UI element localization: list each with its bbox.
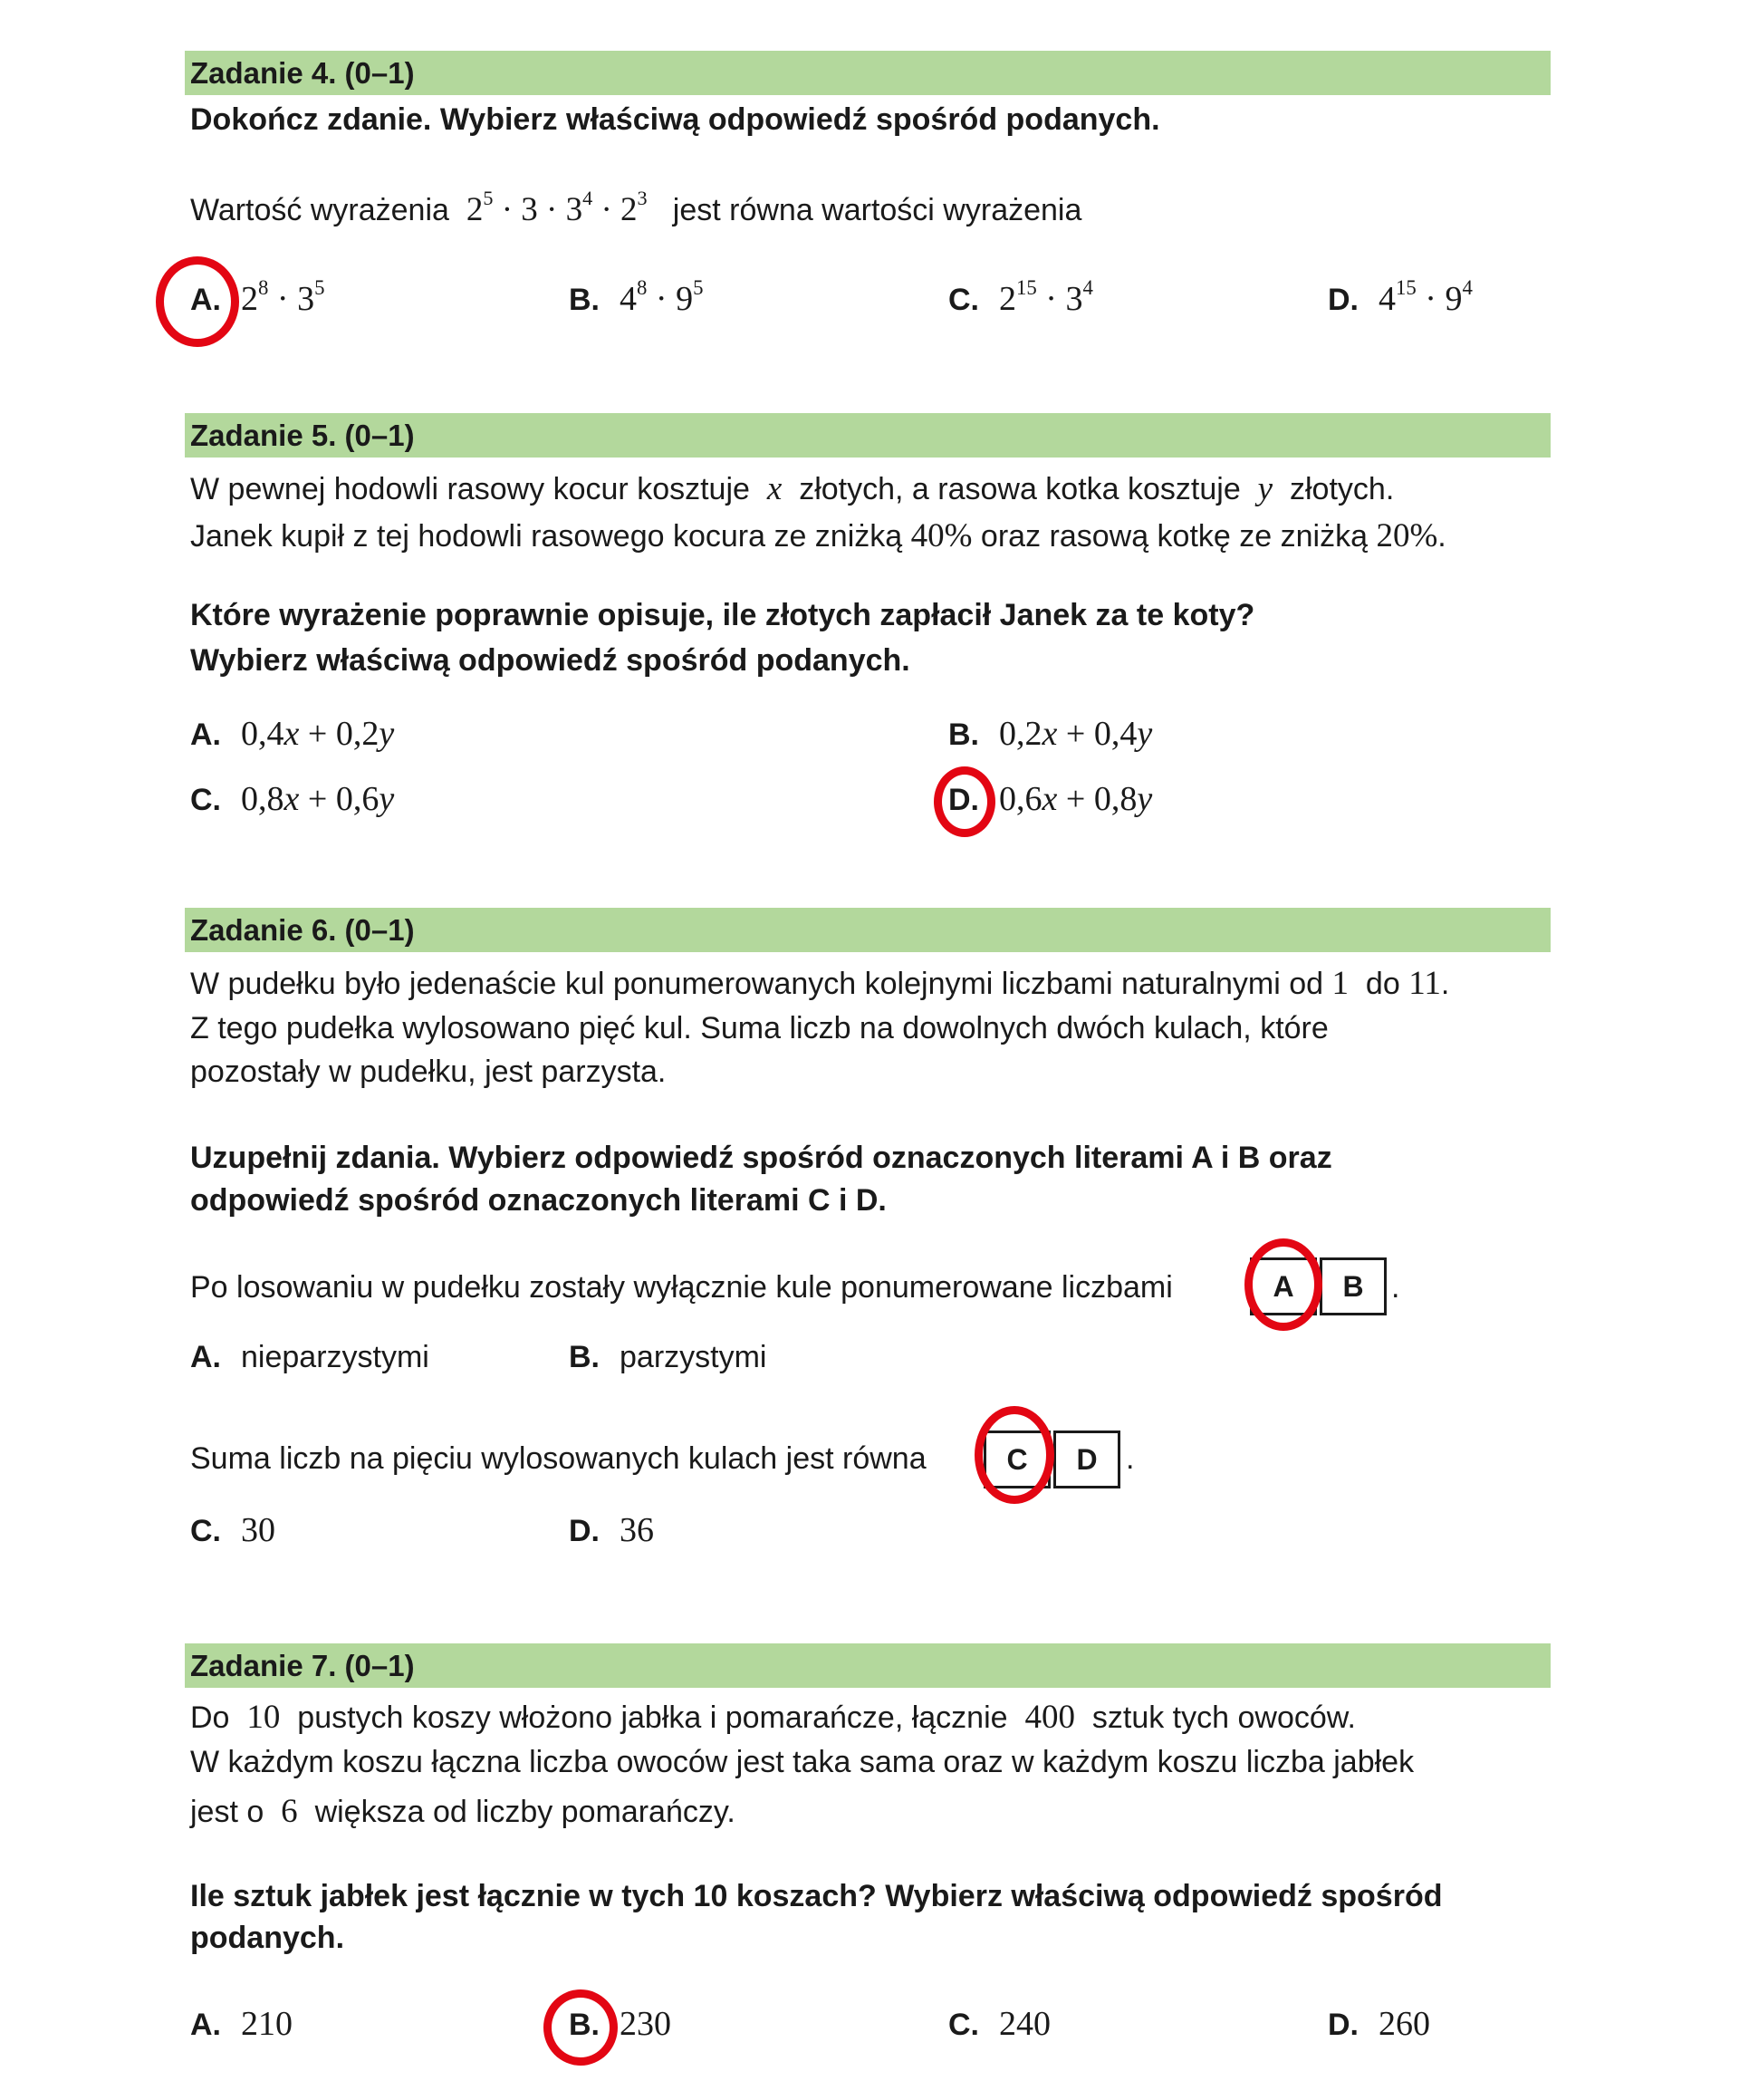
task-6-option-d[interactable]: D. 36 [569,1511,654,1549]
task-6-line-3: pozostały w pudełku, jest parzysta. [190,1055,667,1089]
task-4-stem [190,187,1082,229]
stem-text-pre: Wartość wyrażenia [190,193,449,227]
task-4-option-b[interactable]: B. $4^8 \cdot 9^5$ [569,275,704,318]
task-5-option-d[interactable]: D. 0,6x + 0,8y [948,780,1153,818]
task-5-title: Zadanie 5. (0–1) [190,419,415,452]
task-7-title: Zadanie 7. (0–1) [190,1649,415,1682]
answer-circle-mark [1244,1238,1322,1331]
task-7-line-3: jest o 6 większa od liczby pomarańczy. [190,1793,735,1830]
stem-expression: $2^5 \cdot 3 \cdot 3^4 \cdot 2^3$ [466,187,648,228]
task-7-option-d[interactable]: D. 260 [1328,2005,1430,2043]
answer-circle-mark [934,766,995,837]
task-6-option-b[interactable]: B. parzystymi [569,1340,767,1374]
task-6-sentence-2: Suma liczb na pięciu wylosowanych kulach jest równa [190,1441,927,1476]
choice-box-c[interactable]: C [984,1431,1051,1488]
sentence-2-period: . [1126,1441,1135,1476]
task-6-option-c[interactable]: C. 30 [190,1511,275,1549]
task-5-option-b[interactable]: B. 0,2x + 0,4y [948,715,1153,753]
task-6-line-2: Z tego pudełka wylosowano pięć kul. Suma liczb na dowolnych dwóch kulach, które [190,1011,1329,1045]
task-6-instruction-2: odpowiedź spośród oznaczonych literami C i D. [190,1183,887,1218]
task-7-option-b[interactable]: B. 230 [569,2005,671,2043]
choice-box-b[interactable]: B [1320,1257,1387,1315]
choice-box-d[interactable]: D [1053,1431,1120,1488]
task-5-question: Które wyrażenie poprawnie opisuje, ile złotych zapłacił Janek za te koty? [190,598,1255,632]
stem-text-post: jest równa wartości wyrażenia [672,193,1082,227]
task-7-option-c[interactable]: C. 240 [948,2005,1051,2043]
task-5-line-1: W pewnej hodowli rasowy kocur kosztuje x złotych, a rasowa kotka kosztuje y złotych. [190,470,1395,507]
task-7-option-a[interactable]: A. 210 [190,2005,293,2043]
choice-box-a[interactable]: A [1250,1257,1317,1315]
task-5-option-a[interactable]: A. 0,4x + 0,2y [190,715,395,753]
task-4-instruction: Dokończ zdanie. Wybierz właściwą odpowiedź spośród podanych. [190,102,1160,137]
task-6-instruction-1: Uzupełnij zdania. Wybierz odpowiedź spośród oznaczonych literami A i B oraz [190,1141,1332,1175]
answer-circle-mark [975,1406,1054,1504]
task-4-option-c[interactable]: C. $2^{15} \cdot 3^4$ [948,275,1093,318]
answer-circle-mark [156,256,239,347]
task-7-line-2: W każdym koszu łączna liczba owoców jest taka sama oraz w każdym koszu liczba jabłek [190,1745,1415,1779]
task-6-title: Zadanie 6. (0–1) [190,913,415,947]
task-7-question-2: podanych. [190,1921,345,1955]
task-4-option-a[interactable]: A. $2^8 \cdot 3^5$ [190,275,325,318]
task-5-instruction: Wybierz właściwą odpowiedź spośród podanych. [190,643,910,678]
task-6-sentence-1: Po losowaniu w pudełku zostały wyłącznie kule ponumerowane liczbami [190,1270,1173,1305]
task-5-line-2: Janek kupił z tej hodowli rasowego kocura ze zniżką 40% oraz rasową kotkę ze zniżką 20%. [190,517,1446,554]
task-5-option-c[interactable]: C. 0,8x + 0,6y [190,780,395,818]
sentence-1-period: . [1391,1270,1400,1305]
task-4-option-d[interactable]: D. $4^{15} \cdot 9^4$ [1328,275,1473,318]
task-7-question-1: Ile sztuk jabłek jest łącznie w tych 10 koszach? Wybierz właściwą odpowiedź spośród [190,1879,1443,1913]
task-6-line-1: W pudełku było jedenaście kul ponumerowanych kolejnymi liczbami naturalnymi od 1 do 11. [190,965,1450,1002]
task-7-line-1: Do 10 pustych koszy włożono jabłka i pomarańcze, łącznie 400 sztuk tych owoców. [190,1699,1356,1736]
answer-circle-mark [543,1989,618,2066]
task-6-option-a[interactable]: A. nieparzystymi [190,1340,429,1374]
task-4-title: Zadanie 4. (0–1) [190,56,415,90]
